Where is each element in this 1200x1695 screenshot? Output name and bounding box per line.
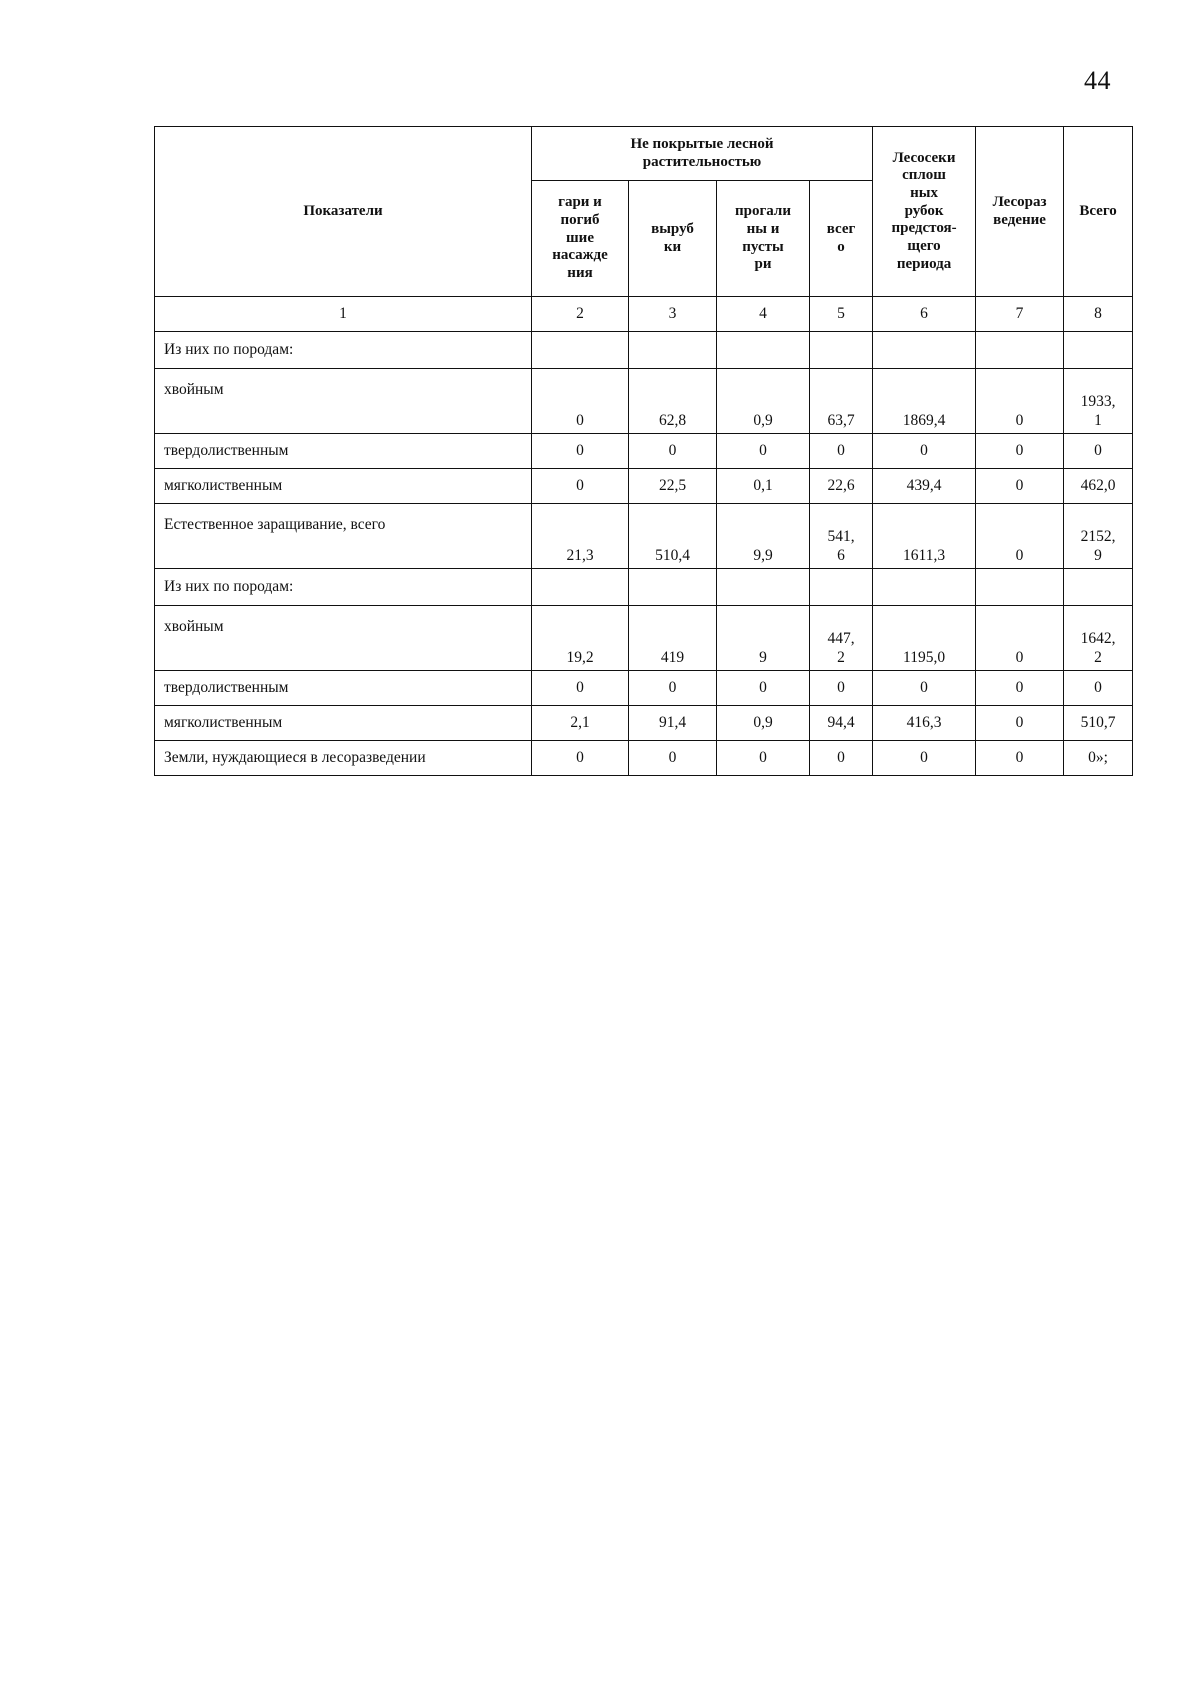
table-cell: 0 xyxy=(976,706,1064,741)
column-number: 3 xyxy=(629,297,717,332)
table-cell: 439,4 xyxy=(873,469,976,504)
forest-indicators-table xyxy=(154,126,1133,776)
column-number-row xyxy=(155,297,1133,332)
table-cell: 0 xyxy=(532,369,629,434)
table-cell: 2152, 9 xyxy=(1064,504,1133,569)
table-row xyxy=(155,434,1133,469)
row-label: хвойным xyxy=(155,606,532,671)
table-row xyxy=(155,369,1133,434)
column-number: 5 xyxy=(810,297,873,332)
table-cell xyxy=(873,332,976,369)
table-cell xyxy=(1064,569,1133,606)
row-label: Естественное заращивание, всего xyxy=(155,504,532,569)
table-row xyxy=(155,469,1133,504)
table-cell xyxy=(810,332,873,369)
table-cell xyxy=(873,569,976,606)
table-cell: 91,4 xyxy=(629,706,717,741)
table-cell: 0 xyxy=(532,671,629,706)
table-row xyxy=(155,569,1133,606)
table-cell xyxy=(1064,332,1133,369)
table-cell: 22,5 xyxy=(629,469,717,504)
column-number: 2 xyxy=(532,297,629,332)
table-row xyxy=(155,332,1133,369)
table-cell: 0 xyxy=(532,434,629,469)
table-cell xyxy=(629,332,717,369)
table-cell: 510,4 xyxy=(629,504,717,569)
table-cell: 462,0 xyxy=(1064,469,1133,504)
column-number: 7 xyxy=(976,297,1064,332)
table-cell: 1869,4 xyxy=(873,369,976,434)
table-cell: 21,3 xyxy=(532,504,629,569)
table-cell: 0 xyxy=(717,671,810,706)
row-label: твердолиственным xyxy=(155,671,532,706)
table-cell: 0 xyxy=(810,434,873,469)
row-label: мягколиственным xyxy=(155,706,532,741)
table-cell: 94,4 xyxy=(810,706,873,741)
table-cell: 0 xyxy=(629,741,717,776)
table-cell xyxy=(717,569,810,606)
table-cell: 0 xyxy=(976,434,1064,469)
row-label: твердолиственным xyxy=(155,434,532,469)
table-row xyxy=(155,606,1133,671)
table-cell: 0 xyxy=(976,671,1064,706)
row-label: мягколиственным xyxy=(155,469,532,504)
table-cell: 9,9 xyxy=(717,504,810,569)
column-number: 1 xyxy=(155,297,532,332)
column-number: 8 xyxy=(1064,297,1133,332)
row-label: хвойным xyxy=(155,369,532,434)
table-cell: 0 xyxy=(976,469,1064,504)
header-burned: гари и погиб шие насажде ния xyxy=(532,181,629,297)
row-label: Из них по породам: xyxy=(155,569,532,606)
table-cell: 416,3 xyxy=(873,706,976,741)
table-row xyxy=(155,741,1133,776)
header-glades: прогали ны и пусты ри xyxy=(717,181,810,297)
header-clearcuts: Лесосеки сплош ных рубок предстоя- щего периода xyxy=(873,127,976,297)
table-cell: 0 xyxy=(629,671,717,706)
table-cell xyxy=(976,332,1064,369)
table-cell: 9 xyxy=(717,606,810,671)
table-cell: 0,9 xyxy=(717,706,810,741)
table-cell: 62,8 xyxy=(629,369,717,434)
table-cell: 19,2 xyxy=(532,606,629,671)
table-cell xyxy=(629,569,717,606)
header-afforestation: Лесораз ведение xyxy=(976,127,1064,297)
table-cell: 541, 6 xyxy=(810,504,873,569)
header-subtotal: всег о xyxy=(810,181,873,297)
table-cell xyxy=(532,332,629,369)
header-total: Всего xyxy=(1064,127,1133,297)
table-cell: 2,1 xyxy=(532,706,629,741)
column-number: 6 xyxy=(873,297,976,332)
row-label: Земли, нуждающиеся в лесоразведении xyxy=(155,741,532,776)
table-row xyxy=(155,504,1133,569)
table-cell: 0 xyxy=(873,434,976,469)
table-cell: 0 xyxy=(1064,671,1133,706)
table-cell: 447, 2 xyxy=(810,606,873,671)
table-cell: 0,1 xyxy=(717,469,810,504)
table-cell: 0 xyxy=(976,606,1064,671)
table-cell: 0 xyxy=(873,671,976,706)
table-cell: 0 xyxy=(976,369,1064,434)
table-cell: 1195,0 xyxy=(873,606,976,671)
table-cell xyxy=(717,332,810,369)
table-cell: 0»; xyxy=(1064,741,1133,776)
table-cell: 1933, 1 xyxy=(1064,369,1133,434)
table-cell: 0 xyxy=(976,741,1064,776)
table-row xyxy=(155,671,1133,706)
table-cell: 0 xyxy=(629,434,717,469)
table-cell: 1611,3 xyxy=(873,504,976,569)
table-cell: 0 xyxy=(532,469,629,504)
header-not-covered-group: Не покрытые лесной растительностью xyxy=(532,127,873,181)
table-cell: 0 xyxy=(717,741,810,776)
table-cell xyxy=(532,569,629,606)
row-label: Из них по породам: xyxy=(155,332,532,369)
table-cell: 63,7 xyxy=(810,369,873,434)
table-cell: 0 xyxy=(1064,434,1133,469)
table-cell: 0,9 xyxy=(717,369,810,434)
table-cell: 0 xyxy=(810,741,873,776)
column-number: 4 xyxy=(717,297,810,332)
table-row xyxy=(155,706,1133,741)
table-cell: 0 xyxy=(810,671,873,706)
table-cell: 510,7 xyxy=(1064,706,1133,741)
table-cell: 22,6 xyxy=(810,469,873,504)
table-cell: 419 xyxy=(629,606,717,671)
page-number: 44 xyxy=(1084,66,1111,95)
table-cell: 0 xyxy=(532,741,629,776)
header-indicators: Показатели xyxy=(155,127,532,297)
table-cell: 1642, 2 xyxy=(1064,606,1133,671)
table-cell xyxy=(810,569,873,606)
header-cuttings: выруб ки xyxy=(629,181,717,297)
table-cell: 0 xyxy=(873,741,976,776)
table-cell: 0 xyxy=(717,434,810,469)
table-cell xyxy=(976,569,1064,606)
table-cell: 0 xyxy=(976,504,1064,569)
